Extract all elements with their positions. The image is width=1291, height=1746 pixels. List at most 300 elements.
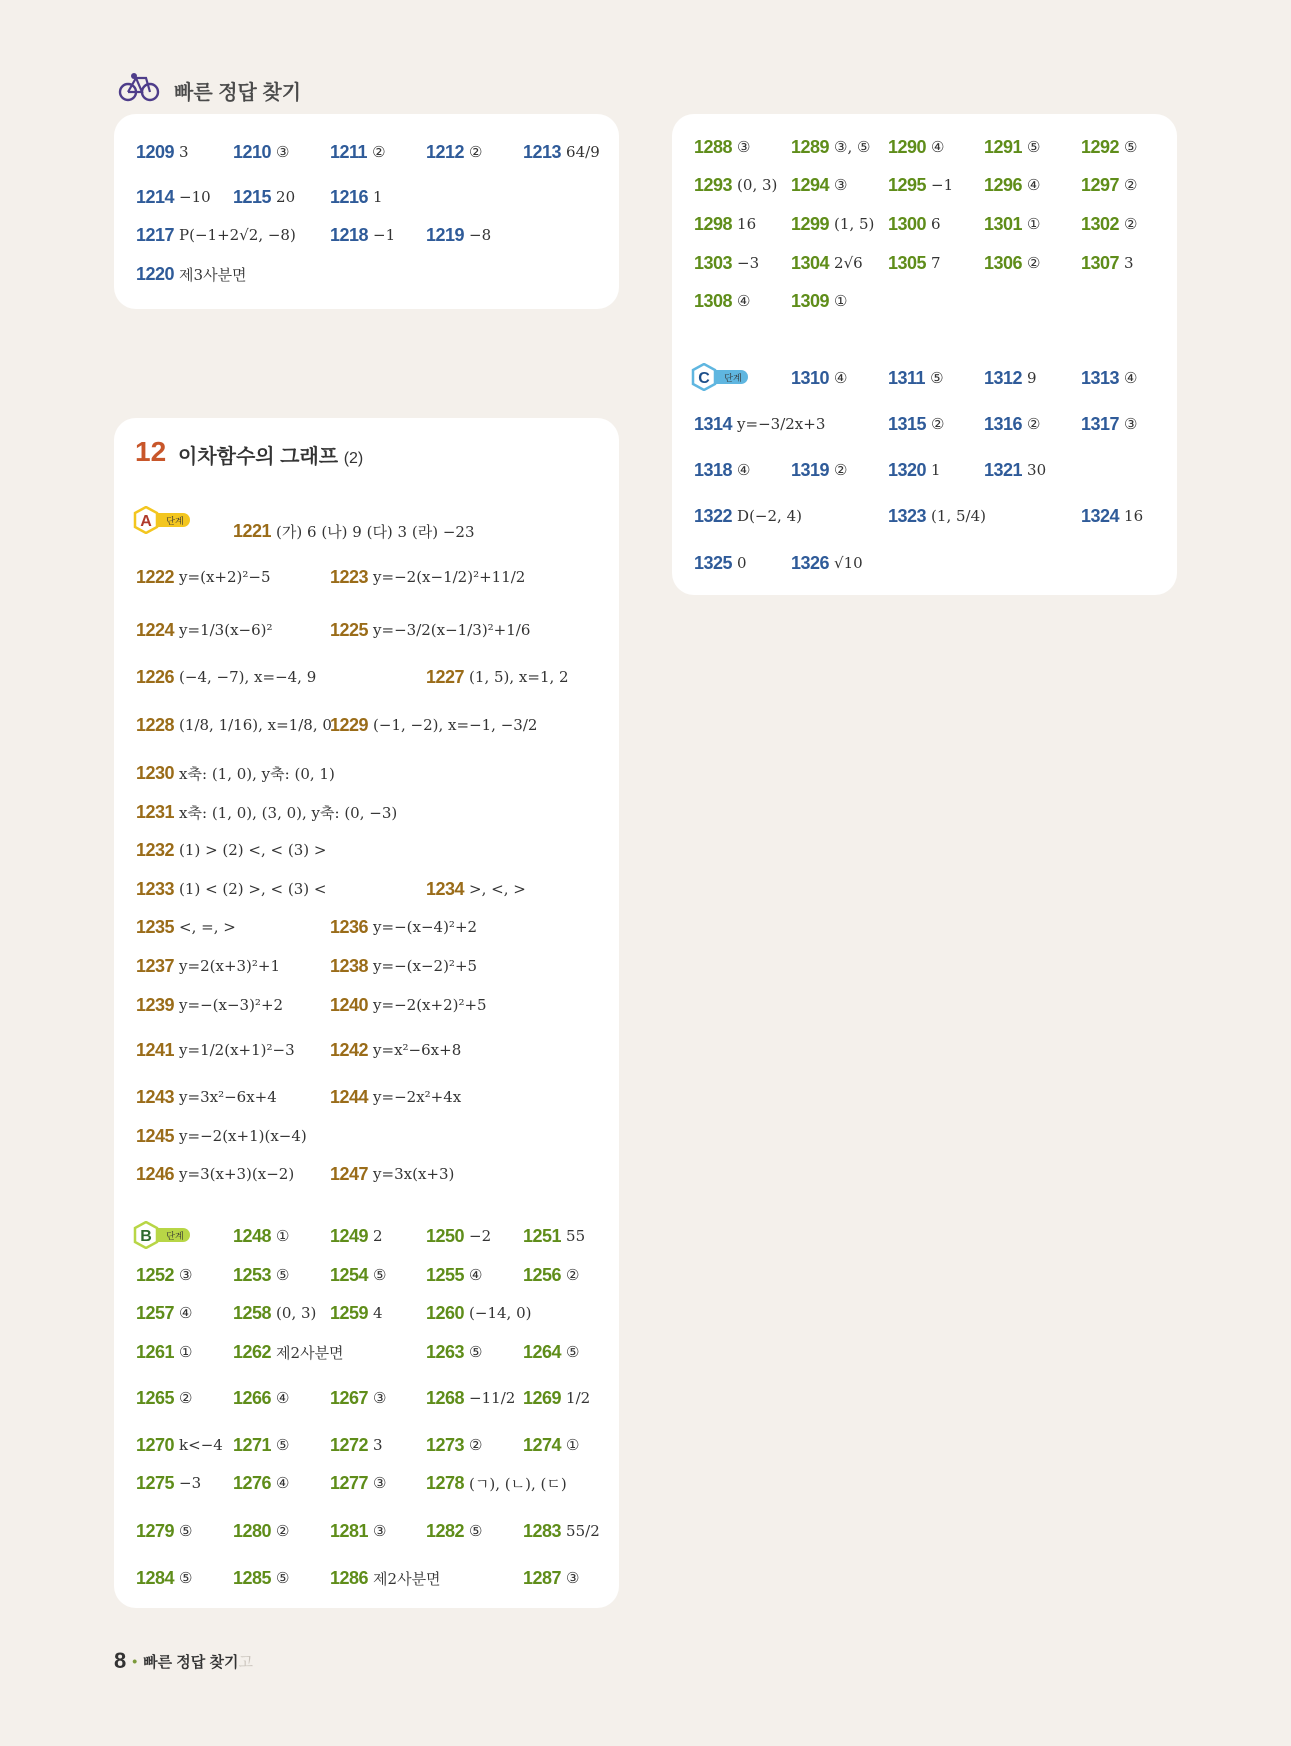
answer-value: (0, 3) — [276, 1304, 317, 1322]
answer-value: 64/9 — [566, 143, 600, 161]
answer-item — [136, 220, 296, 250]
answer-value: ⑤ — [469, 1343, 483, 1361]
answer-value: y=3x²−6x+4 — [179, 1088, 277, 1106]
answer-value: ⑤ — [930, 369, 944, 387]
problem-number: 1241 — [136, 1039, 175, 1060]
answer-item — [136, 1298, 193, 1328]
problem-number: 1298 — [694, 213, 733, 234]
problem-number: 1290 — [888, 136, 927, 157]
answer-value: (1) < (2) >, < (3) < — [179, 880, 327, 898]
answer-value: y=3x(x+3) — [373, 1165, 455, 1183]
problem-number: 1211 — [330, 141, 368, 162]
problem-number: 1301 — [984, 213, 1023, 234]
problem-number: 1292 — [1081, 136, 1120, 157]
answer-value: ② — [179, 1389, 193, 1407]
problem-number: 1294 — [791, 174, 830, 195]
answer-value: y=−(x−2)²+5 — [373, 957, 478, 975]
problem-number: 1313 — [1081, 367, 1120, 388]
answer-item — [330, 1563, 441, 1593]
problem-number: 1257 — [136, 1302, 175, 1323]
problem-number: 1300 — [888, 213, 927, 234]
answer-value: y=−2(x+2)²+5 — [373, 996, 487, 1014]
problem-number: 1321 — [984, 459, 1023, 480]
level-a-label: 단계 — [166, 516, 184, 526]
answer-value: 30 — [1027, 461, 1047, 479]
problem-number: 1297 — [1081, 174, 1120, 195]
answer-value: ② — [469, 143, 483, 161]
problem-number: 1283 — [523, 1520, 562, 1541]
answer-item — [330, 1221, 383, 1251]
answer-row — [114, 137, 619, 167]
problem-number: 1312 — [984, 367, 1023, 388]
problem-number: 1258 — [233, 1302, 272, 1323]
answer-value: 20 — [276, 188, 296, 206]
problem-number: 1323 — [888, 505, 927, 526]
answer-item — [984, 409, 1041, 439]
answer-value: ③ — [276, 143, 290, 161]
answer-item — [523, 1221, 585, 1251]
problem-number: 1286 — [330, 1567, 369, 1588]
problem-number: 1259 — [330, 1302, 369, 1323]
page-number: 8 — [114, 1648, 127, 1673]
answer-item — [330, 1468, 387, 1498]
answer-item — [426, 1516, 483, 1546]
level-b-letter: B — [140, 1228, 152, 1245]
answer-row — [114, 1260, 619, 1290]
answer-item — [136, 1337, 193, 1367]
answer-value: (1, 5/4) — [931, 507, 986, 525]
page-footer — [114, 1648, 253, 1674]
footer-bullet: • — [132, 1653, 138, 1669]
problem-number: 1291 — [984, 136, 1023, 157]
problem-number: 1287 — [523, 1567, 562, 1588]
problem-number: 1307 — [1081, 252, 1120, 273]
problem-number: 1235 — [136, 916, 175, 937]
answer-panel-top-left — [114, 114, 619, 309]
answer-item — [426, 1468, 567, 1498]
answer-item — [136, 1383, 193, 1413]
problem-number: 1265 — [136, 1387, 175, 1408]
answer-value: (0, 3) — [737, 176, 778, 194]
answer-item — [426, 137, 483, 167]
answer-row — [114, 1430, 619, 1460]
answer-value: ③ — [1124, 415, 1138, 433]
answer-value: (가) 6 (나) 9 (다) 3 (라) −23 — [276, 522, 475, 541]
answer-value: ② — [1027, 415, 1041, 433]
problem-number: 1306 — [984, 252, 1023, 273]
answer-item — [233, 1516, 290, 1546]
answer-value: y=2(x+3)²+1 — [179, 957, 281, 975]
answer-item — [330, 1430, 383, 1460]
problem-number: 1315 — [888, 413, 927, 434]
answer-value: y=−2(x+1)(x−4) — [179, 1127, 307, 1145]
problem-number: 1223 — [330, 566, 369, 587]
answer-item — [330, 1516, 387, 1546]
answer-value: ④ — [469, 1266, 483, 1284]
problem-number: 1268 — [426, 1387, 465, 1408]
answer-item — [791, 363, 848, 393]
problem-number: 1325 — [694, 552, 733, 573]
problem-number: 1299 — [791, 213, 830, 234]
answer-item — [888, 455, 941, 485]
answer-item — [888, 501, 986, 531]
answer-item — [233, 1298, 316, 1328]
answer-item — [233, 1468, 290, 1498]
problem-number: 1285 — [233, 1567, 272, 1588]
answer-value: ④ — [931, 138, 945, 156]
problem-number: 1308 — [694, 290, 733, 311]
answer-value: 3 — [1124, 254, 1134, 272]
answer-item — [136, 1260, 193, 1290]
answer-item — [523, 1516, 600, 1546]
problem-number: 1244 — [330, 1086, 369, 1107]
answer-item — [233, 1260, 290, 1290]
answer-value: 9 — [1027, 369, 1037, 387]
answer-item — [233, 182, 295, 212]
answer-value: P(−1+2√2, −8) — [179, 226, 296, 244]
answer-value: ② — [1124, 215, 1138, 233]
answer-item — [136, 1468, 201, 1498]
answer-value: −8 — [469, 226, 492, 244]
answer-panel-section-12 — [114, 418, 619, 1608]
problem-number: 1263 — [426, 1341, 465, 1362]
problem-number: 1231 — [136, 801, 175, 822]
level-a-letter: A — [140, 513, 152, 530]
answer-item — [694, 409, 825, 439]
answer-value: y=−2x²+4x — [373, 1088, 462, 1106]
answer-value: ③ — [737, 138, 751, 156]
answer-grid-1209-1220 — [114, 114, 619, 309]
problem-number: 1261 — [136, 1341, 175, 1362]
problem-number: 1243 — [136, 1086, 175, 1107]
answer-item — [1081, 409, 1138, 439]
answer-value: −1 — [373, 226, 396, 244]
problem-number: 1210 — [233, 141, 272, 162]
answer-value: −3 — [737, 254, 760, 272]
answer-value: ③, ⑤ — [834, 138, 871, 156]
answer-value: 16 — [1124, 507, 1144, 525]
answer-value: ⑤ — [276, 1266, 290, 1284]
level-c-letter: C — [698, 370, 710, 387]
problem-number: 1322 — [694, 505, 733, 526]
answer-value: ② — [372, 143, 386, 161]
problem-number: 1266 — [233, 1387, 272, 1408]
problem-number: 1238 — [330, 955, 369, 976]
answer-value: ① — [179, 1343, 193, 1361]
problem-number: 1229 — [330, 714, 369, 735]
answer-row — [672, 501, 1177, 531]
answer-value: −1 — [931, 176, 954, 194]
problem-number: 1227 — [426, 666, 465, 687]
answer-item — [791, 455, 848, 485]
answer-value: 1 — [373, 188, 383, 206]
answer-value: y=−3/2x+3 — [737, 415, 826, 433]
answer-row — [114, 220, 619, 250]
problem-number: 1222 — [136, 566, 175, 587]
answer-row — [672, 455, 1177, 485]
problem-number: 1237 — [136, 955, 175, 976]
answer-value: ④ — [1124, 369, 1138, 387]
problem-number: 1234 — [426, 878, 465, 899]
answer-value: ② — [276, 1522, 290, 1540]
problem-number: 1228 — [136, 714, 175, 735]
answer-value: y=1/2(x+1)²−3 — [179, 1041, 295, 1059]
problem-number: 1220 — [136, 263, 175, 284]
answer-value: y=−(x−3)²+2 — [179, 996, 284, 1014]
problem-number: 1316 — [984, 413, 1023, 434]
answer-item — [136, 137, 189, 167]
answer-value: y=−3/2(x−1/3)²+1/6 — [373, 621, 531, 639]
answer-item — [1081, 363, 1138, 393]
answer-item — [426, 220, 491, 250]
answer-item — [330, 182, 383, 212]
section-title-text: 이차함수의 그래프 — [178, 446, 339, 468]
level-b-label: 단계 — [166, 1231, 184, 1241]
problem-number: 1236 — [330, 916, 369, 937]
answer-value: ② — [566, 1266, 580, 1284]
answer-value: y=1/3(x−6)² — [179, 621, 273, 639]
answer-value: ⑤ — [179, 1569, 193, 1587]
answer-item — [984, 455, 1046, 485]
answer-item — [426, 1298, 532, 1328]
answer-item — [523, 137, 600, 167]
problem-number: 1302 — [1081, 213, 1120, 234]
footer-title: 빠른 정답 찾기 — [143, 1653, 239, 1671]
answer-value: ③ — [179, 1266, 193, 1284]
answer-value: 2√6 — [834, 254, 863, 272]
answer-value: −11/2 — [469, 1389, 516, 1407]
problem-number: 1240 — [330, 994, 369, 1015]
answer-value: ③ — [834, 176, 848, 194]
problem-number: 1267 — [330, 1387, 369, 1408]
answer-value: ⑤ — [566, 1343, 580, 1361]
answer-panel-right — [672, 114, 1177, 595]
problem-number: 1260 — [426, 1302, 465, 1323]
problem-number: 1279 — [136, 1520, 175, 1541]
answer-value: ① — [276, 1227, 290, 1245]
problem-number: 1213 — [523, 141, 562, 162]
problem-number: 1232 — [136, 839, 175, 860]
answer-item — [426, 1260, 483, 1290]
answer-value: ⑤ — [469, 1522, 483, 1540]
problem-number: 1233 — [136, 878, 175, 899]
answer-item — [233, 137, 290, 167]
answer-value: 3 — [179, 143, 189, 161]
footer-ghost-text: 고 — [238, 1653, 253, 1671]
answer-item — [233, 1563, 290, 1593]
answer-item — [330, 1383, 387, 1413]
answer-item — [136, 259, 247, 289]
answer-value: ⑤ — [276, 1569, 290, 1587]
problem-number: 1253 — [233, 1264, 272, 1285]
problem-number: 1311 — [888, 367, 926, 388]
answer-value: (1/8, 1/16), x=1/8, 0 — [179, 716, 332, 734]
problem-number: 1293 — [694, 174, 733, 195]
problem-number: 1226 — [136, 666, 175, 687]
answer-item — [426, 1337, 483, 1367]
problem-number: 1250 — [426, 1225, 465, 1246]
answer-item — [523, 1383, 590, 1413]
answer-row — [114, 1516, 619, 1546]
answer-item — [694, 548, 747, 578]
problem-number: 1262 — [233, 1341, 272, 1362]
problem-number: 1276 — [233, 1472, 272, 1493]
answer-value: 1 — [931, 461, 941, 479]
answer-value: 55/2 — [566, 1522, 600, 1540]
answer-row — [114, 259, 619, 289]
answer-value: 16 — [737, 215, 757, 233]
problem-number: 1218 — [330, 224, 369, 245]
problem-number: 1217 — [136, 224, 175, 245]
problem-number: 1281 — [330, 1520, 369, 1541]
answer-value: ④ — [1027, 176, 1041, 194]
answer-value: y=−(x−4)²+2 — [373, 918, 478, 936]
problem-number: 1317 — [1081, 413, 1120, 434]
answer-value: (−1, −2), x=−1, −3/2 — [373, 716, 538, 734]
answer-value: ④ — [276, 1389, 290, 1407]
answer-row — [114, 1337, 619, 1367]
answer-item — [233, 1383, 290, 1413]
problem-number: 1305 — [888, 252, 927, 273]
problem-number: 1318 — [694, 459, 733, 480]
answer-row — [114, 1221, 619, 1251]
answer-value: 제2사분면 — [276, 1343, 344, 1362]
answer-row — [114, 1468, 619, 1498]
answer-value: ① — [834, 292, 848, 310]
section-number: 12 — [135, 436, 167, 467]
answer-value: −3 — [179, 1474, 202, 1492]
answer-item — [330, 220, 395, 250]
answer-row — [672, 548, 1177, 578]
answer-value: 4 — [373, 1304, 383, 1322]
answer-row — [114, 1563, 619, 1593]
problem-number: 1269 — [523, 1387, 562, 1408]
answer-value: ④ — [737, 292, 751, 310]
answer-value: −2 — [469, 1227, 492, 1245]
answer-item — [694, 455, 751, 485]
problem-number: 1310 — [791, 367, 830, 388]
problem-number: 1272 — [330, 1434, 369, 1455]
problem-number: 1212 — [426, 141, 465, 162]
answer-value: x축: (1, 0), (3, 0), y축: (0, −3) — [179, 803, 398, 822]
answer-value: −10 — [179, 188, 211, 206]
answer-value: ⑤ — [1027, 138, 1041, 156]
problem-number: 1225 — [330, 619, 369, 640]
problem-number: 1251 — [523, 1225, 562, 1246]
answer-value: ⑤ — [1124, 138, 1138, 156]
answer-value: ④ — [834, 369, 848, 387]
answer-value: 3 — [373, 1436, 383, 1454]
answer-item — [330, 1260, 387, 1290]
problem-number: 1271 — [233, 1434, 272, 1455]
answer-item — [136, 1430, 223, 1460]
answer-item — [888, 409, 945, 439]
answer-value: ③ — [373, 1474, 387, 1492]
answer-value: ④ — [737, 461, 751, 479]
answer-row — [114, 1383, 619, 1413]
problem-number: 1273 — [426, 1434, 465, 1455]
answer-value: ③ — [373, 1389, 387, 1407]
answer-row — [114, 1298, 619, 1328]
problem-number: 1254 — [330, 1264, 369, 1285]
answer-value: x축: (1, 0), y축: (0, 1) — [179, 764, 335, 783]
answer-value: D(−2, 4) — [737, 507, 802, 525]
answer-item — [426, 1221, 491, 1251]
answer-value: ② — [469, 1436, 483, 1454]
answer-grid-level-b — [114, 418, 619, 1608]
problem-number: 1216 — [330, 186, 369, 207]
answer-value: 6 — [931, 215, 941, 233]
problem-number: 1309 — [791, 290, 830, 311]
answer-value: 제2사분면 — [373, 1569, 441, 1588]
answer-value: (1, 5), x=1, 2 — [469, 668, 569, 686]
answer-value: (ㄱ), (ㄴ), (ㄷ) — [469, 1474, 567, 1493]
problem-number: 1214 — [136, 186, 175, 207]
answer-value: <, =, > — [179, 918, 236, 936]
problem-number: 1289 — [791, 136, 830, 157]
problem-number: 1242 — [330, 1039, 369, 1060]
answer-item — [233, 1430, 290, 1460]
answer-item — [791, 548, 863, 578]
problem-number: 1239 — [136, 994, 175, 1015]
header-title: 빠른 정답 찾기 — [174, 82, 302, 104]
problem-number: 1274 — [523, 1434, 562, 1455]
problem-number: 1252 — [136, 1264, 175, 1285]
answer-grid-level-c — [672, 114, 1177, 595]
answer-item — [426, 1383, 515, 1413]
problem-number: 1295 — [888, 174, 927, 195]
answer-item — [330, 137, 386, 167]
answer-value: 1/2 — [566, 1389, 591, 1407]
problem-number: 1219 — [426, 224, 465, 245]
problem-number: 1288 — [694, 136, 733, 157]
answer-item — [523, 1260, 580, 1290]
answer-item — [694, 501, 802, 531]
problem-number: 1319 — [791, 459, 830, 480]
problem-number: 1255 — [426, 1264, 465, 1285]
answer-value: 55 — [566, 1227, 586, 1245]
section-subtitle: (2) — [343, 450, 364, 467]
problem-number: 1248 — [233, 1225, 272, 1246]
answer-value: 7 — [931, 254, 941, 272]
answer-value: y=(x+2)²−5 — [179, 568, 271, 586]
problem-number: 1278 — [426, 1472, 465, 1493]
answer-item — [984, 363, 1037, 393]
answer-value: y=3(x+3)(x−2) — [179, 1165, 295, 1183]
answer-value: y=x²−6x+8 — [373, 1041, 462, 1059]
answer-value: ① — [1027, 215, 1041, 233]
answer-item — [426, 1430, 483, 1460]
problem-number: 1221 — [233, 520, 272, 541]
answer-item — [233, 1337, 344, 1367]
answer-value: ⑤ — [276, 1436, 290, 1454]
problem-number: 1303 — [694, 252, 733, 273]
problem-number: 1230 — [136, 762, 175, 783]
problem-number: 1209 — [136, 141, 175, 162]
answer-item — [330, 1298, 383, 1328]
level-c-label: 단계 — [724, 373, 742, 383]
problem-number: 1245 — [136, 1125, 175, 1146]
problem-number: 1256 — [523, 1264, 562, 1285]
answer-value: (1) > (2) <, < (3) > — [179, 841, 327, 859]
answer-value: >, <, > — [469, 880, 526, 898]
answer-item — [136, 1516, 193, 1546]
answer-item — [233, 1221, 290, 1251]
answer-value: (−14, 0) — [469, 1304, 532, 1322]
answer-value: ⑤ — [373, 1266, 387, 1284]
answer-value: ③ — [373, 1522, 387, 1540]
problem-number: 1280 — [233, 1520, 272, 1541]
